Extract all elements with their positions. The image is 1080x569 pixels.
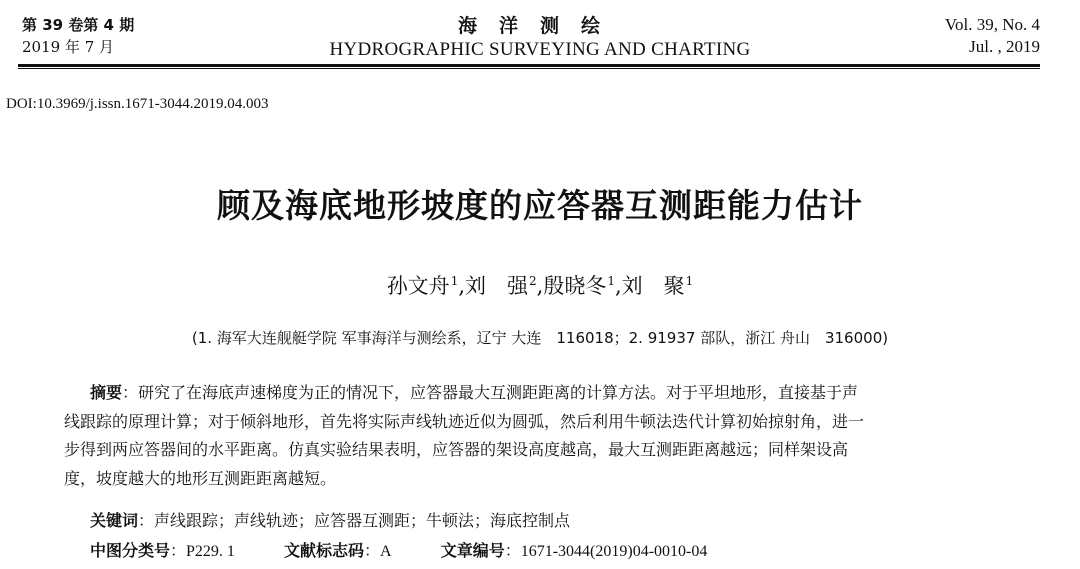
abstract-line: 步得到两应答器间的水平距离。仿真实验结果表明，应答器的架设高度越高，最大互测距距离越远；同样架设高 [64,440,849,459]
classification-line [90,538,751,561]
doi: DOI:10.3969/j.issn.1671-3044.2019.04.003 [6,96,269,112]
abstract-line: 线跟踪的原理计算；对于倾斜地形，首先将实际声线轨迹近似为圆弧，然后利用牛顿法迭代计算初始掠射角，进一 [64,411,865,431]
abstract [64,379,1024,493]
keywords-value: ：声线跟踪；声线轨迹；应答器互测距；牛顿法；海底控制点 [138,511,571,530]
header-right [945,14,1040,58]
article-no-value: ：1671-3044(2019)04-0010-04 [504,543,708,560]
article-no-label: 文章编号 [440,541,505,560]
doc-code-label: 文献标志码 [284,541,365,560]
author-affiliation-mark: 2 [529,274,537,288]
author-affiliation-mark: 1 [450,274,459,288]
journal-header [0,8,1080,64]
keywords-label: 关键词 [90,511,139,530]
abstract-line: 度，坡度越大的地形互测距距离越短。 [64,468,337,488]
date-en: Jul. , 2019 [969,37,1040,56]
abstract-label: 摘要 [90,383,123,402]
volume-cn: 第 39 卷第 4 期 [22,16,135,34]
affiliation: (1. 海军大连舰艇学院 军事海洋与测绘系，辽宁 大连 116018；2. 91937 部队，浙江 舟山 316000) [191,329,889,347]
author-affiliation-mark: 1 [607,274,615,288]
header-rule-thin [18,68,1040,69]
clc-value: ：P229. 1 [170,543,235,560]
journal-name-en: HYDROGRAPHIC SURVEYING AND CHARTING [329,39,751,60]
author-list [0,270,1080,300]
paper-title: 顾及海底地形坡度的应答器互测距能力估计 [217,186,863,225]
author-separator: , [614,274,622,298]
keywords [90,508,570,531]
author-separator: , [536,274,544,298]
header-center [0,14,1080,62]
author-name: 刘 强 [465,274,529,298]
journal-name-cn: 海洋测绘 [457,15,622,37]
header-rule-thick [18,64,1040,67]
author-affiliation-mark: 1 [685,274,694,288]
author-name: 刘 聚 [621,274,685,298]
author-name: 殷晓冬 [543,274,607,298]
author-name: 孙文舟 [386,274,450,298]
clc-label: 中图分类号 [90,541,171,560]
date-cn: 2019 年 7 月 [22,38,115,56]
author-separator: , [458,274,466,298]
abstract-line: 摘要：研究了在海底声速梯度为正的情况下，应答器最大互测距距离的计算方法。对于平坦地形，直接基于声 [90,383,859,402]
doc-code-value: ：A [364,543,392,560]
volume-en: Vol. 39, No. 4 [944,15,1040,34]
